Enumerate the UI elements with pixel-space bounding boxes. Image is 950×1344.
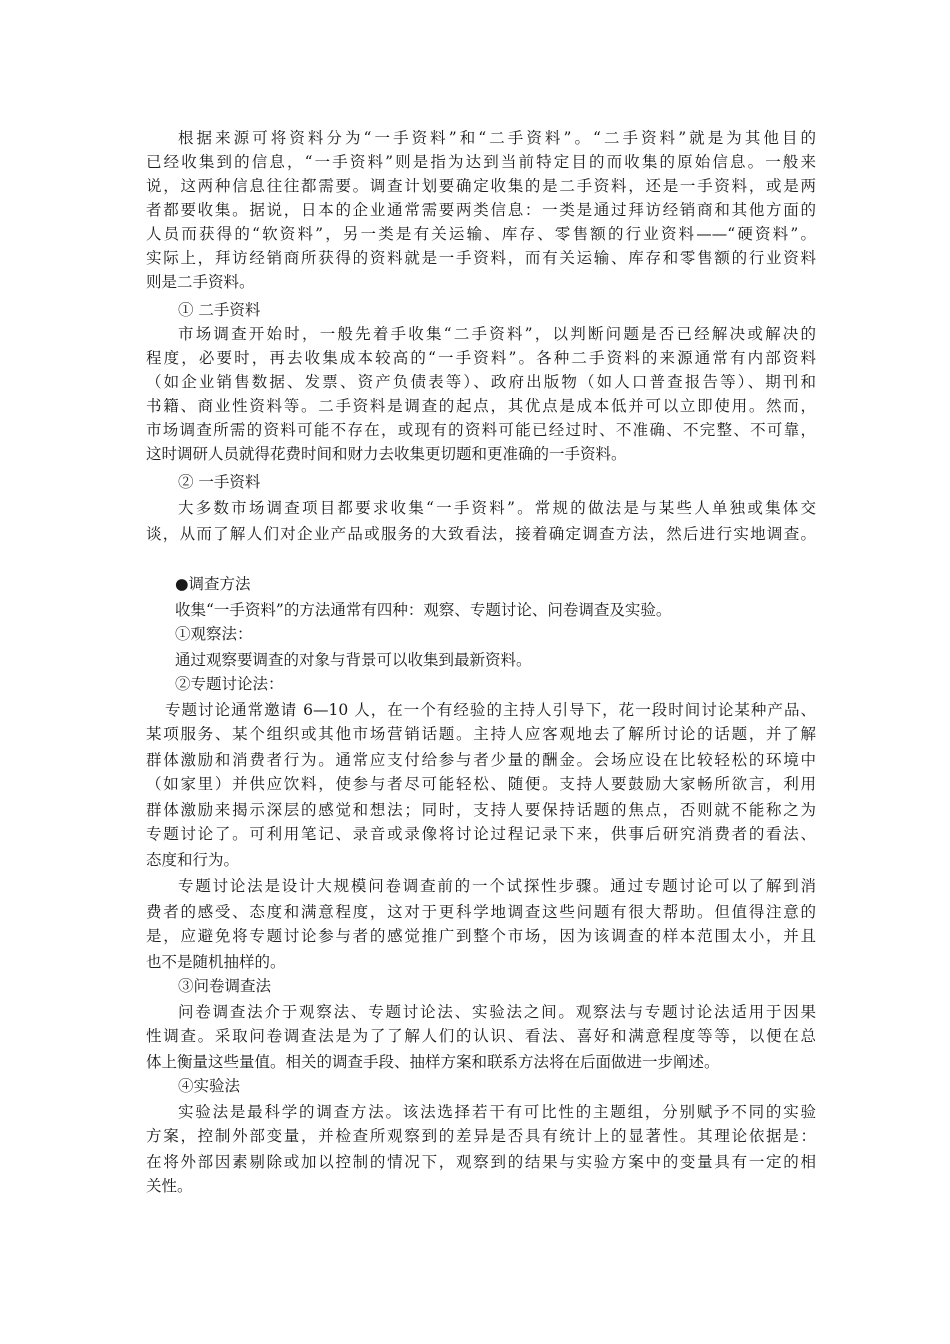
text-line: 专题讨论了。可利用笔记、录音或录像将讨论过程记录下来，供事后研究消费者的看法、 xyxy=(146,825,816,843)
section-heading: ① 二手资料 xyxy=(178,301,261,319)
text-line: 说，这两种信息往往都需要。调查计划要确定收集的是二手资料，还是一手资料，或是两 xyxy=(146,177,816,195)
text-line: 大多数市场调查项目都要求收集“一手资料”。常规的做法是与某些人单独或集体交 xyxy=(178,499,816,517)
text-line: 专题讨论法是设计大规模问卷调查前的一个试探性步骤。通过专题讨论可以了解到消 xyxy=(178,877,816,895)
text-line: 者都要收集。据说，日本的企业通常需要两类信息：一类是通过拜访经销商和其他方面的 xyxy=(146,201,816,219)
text-line: 体上衡量这些量值。相关的调查手段、抽样方案和联系方法将在后面做进一步阐述。 xyxy=(146,1053,720,1071)
text-line: 市场调查所需的资料可能不存在，或现有的资料可能已经过时、不准确、不完整、不可靠， xyxy=(146,421,816,439)
text-line: 书籍、商业性资料等。二手资料是调查的起点，其优点是成本低并可以立即使用。然而， xyxy=(146,397,816,415)
section-heading: ②专题讨论法： xyxy=(175,675,284,693)
section-heading: ④实验法 xyxy=(178,1077,241,1095)
text-line: 已经收集到的信息，“一手资料”则是指为达到当前特定目的而收集的原始信息。一般来 xyxy=(146,153,816,171)
text-line: 通过观察要调查的对象与背景可以收集到最新资料。 xyxy=(175,651,532,669)
text-line: 问卷调查法介于观察法、专题讨论法、实验法之间。观察法与专题讨论法适用于因果 xyxy=(178,1003,816,1021)
section-heading: ③问卷调查法 xyxy=(178,977,272,995)
text-line: 实验法是最科学的调查方法。该法选择若干有可比性的主题组，分别赋予不同的实验 xyxy=(178,1103,816,1121)
text-line: 关性。 xyxy=(146,1177,193,1195)
text-line: 市场调查开始时，一般先着手收集“二手资料”，以判断问题是否已经解决或解决的 xyxy=(178,325,816,343)
text-line: 程度，必要时，再去收集成本较高的“一手资料”。各种二手资料的来源通常有内部资料 xyxy=(146,349,816,367)
text-line: （如企业销售数据、发票、资产负债表等）、政府出版物（如人口普查报告等）、期刊和 xyxy=(146,373,816,391)
section-heading: ①观察法： xyxy=(175,625,253,643)
text-line: 性调查。采取问卷调查法是为了了解人们的认识、看法、喜好和满意程度等等，以便在总 xyxy=(146,1027,816,1045)
text-line: 某项服务、某个组织或其他市场营销话题。主持人应客观地去了解所讨论的话题，并了解 xyxy=(146,725,816,743)
text-line: 态度和行为。 xyxy=(146,851,240,869)
text-line: 在将外部因素剔除或加以控制的情况下，观察到的结果与实验方案中的变量具有一定的相 xyxy=(146,1153,816,1171)
text-line: （如家里）并供应饮料，使参与者尽可能轻松、随便。支持人要鼓励大家畅所欲言，利用 xyxy=(146,775,816,793)
text-line: 则是二手资料。 xyxy=(146,273,255,291)
section-heading: ② 一手资料 xyxy=(178,473,261,491)
text-line: 费者的感受、态度和满意程度，这对于更科学地调查这些问题有很大帮助。但值得注意的 xyxy=(146,903,816,921)
text-line: 根据来源可将资料分为“一手资料”和“二手资料”。“二手资料”就是为其他目的 xyxy=(178,129,816,147)
text-line: 群体激励来揭示深层的感觉和想法；同时，支持人要保持话题的焦点，否则就不能称之为 xyxy=(146,801,816,819)
text-line: 也不是随机抽样的。 xyxy=(146,953,286,971)
text-line: 谈，从而了解人们对企业产品或服务的大致看法，接着确定调查方法，然后进行实地调查。 xyxy=(146,525,816,543)
text-line: 人员而获得的“软资料”，另一类是有关运输、库存、零售额的行业资料——“硬资料”。 xyxy=(146,225,816,243)
text-line: 方案，控制外部变量，并检查所观察到的差异是否具有统计上的显著性。其理论依据是： xyxy=(146,1127,816,1145)
text-line: 收集“一手资料”的方法通常有四种：观察、专题讨论、问卷调查及实验。 xyxy=(175,601,672,619)
section-heading: ●调查方法 xyxy=(175,575,251,593)
text-line: 群体激励和消费者行为。通常应支付给参与者少量的酬金。会场应设在比较轻松的环境中 xyxy=(146,751,816,769)
text-line: 实际上，拜访经销商所获得的资料就是一手资料，而有关运输、库存和零售额的行业资料 xyxy=(146,249,816,267)
text-line: 专题讨论通常邀请 6—10 人，在一个有经验的主持人引导下，花一段时间讨论某种产品、 xyxy=(165,701,816,719)
text-line: 是，应避免将专题讨论参与者的感觉推广到整个市场，因为该调查的样本范围太小，并且 xyxy=(146,927,816,945)
text-line: 这时调研人员就得花费时间和财力去收集更切题和更准确的一手资料。 xyxy=(146,445,627,463)
